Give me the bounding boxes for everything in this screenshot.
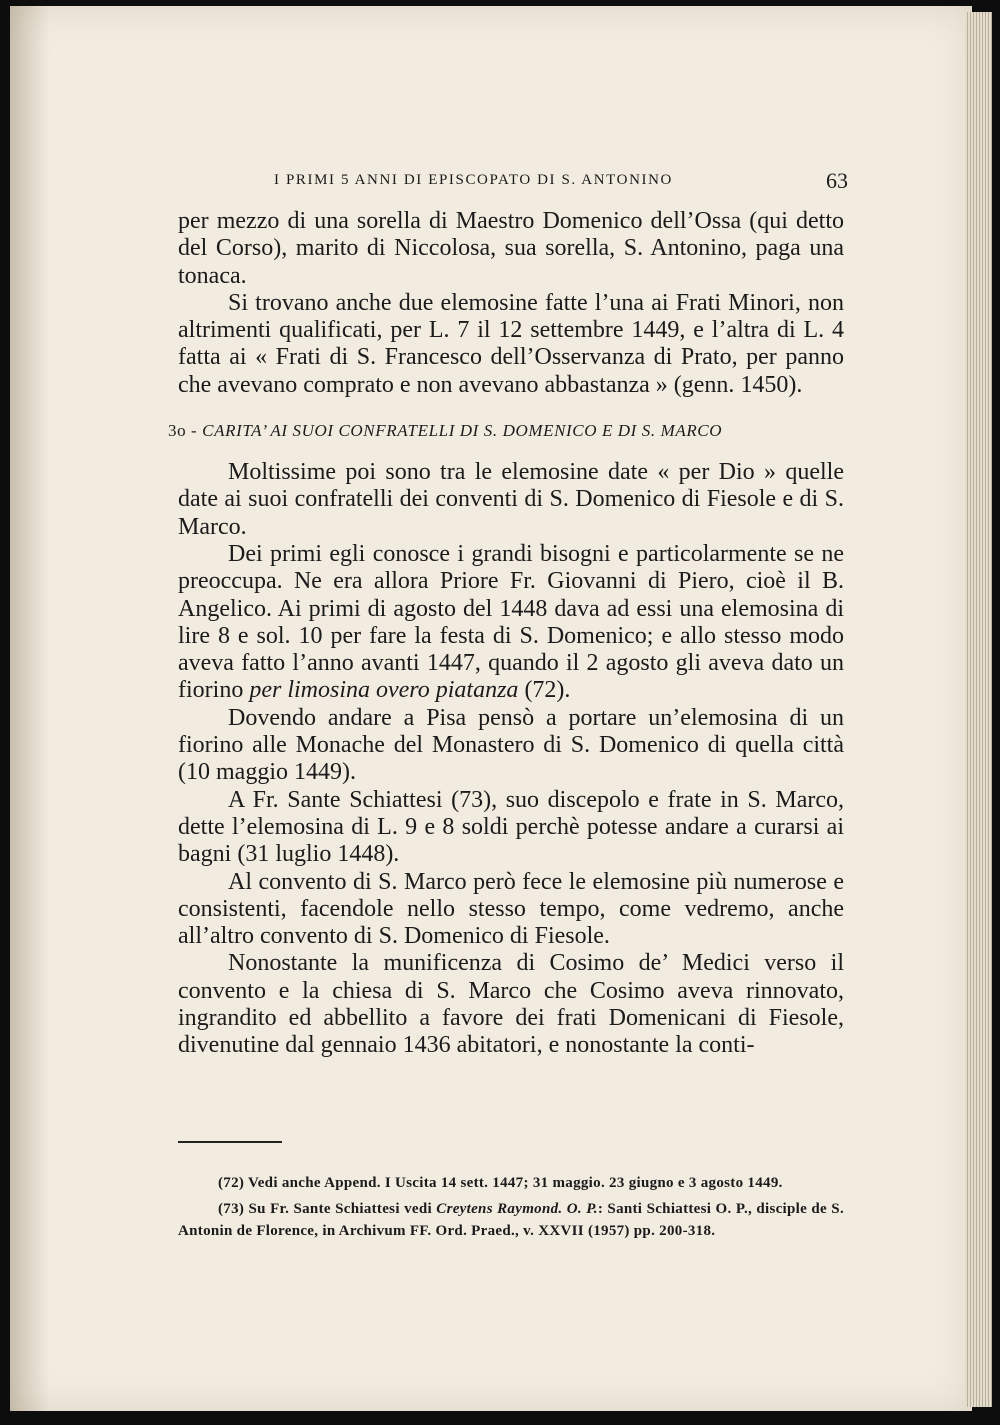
- footnote-text: : Santi Schiattesi O. P., disciple de S. Antonin de Florence, in Archivum FF. Ord. Praed., v. XXVII (1957) pp. 200-318.: [178, 1201, 844, 1239]
- section-title: CARITA’ AI SUOI CONFRATELLI DI S. DOMENICO E DI S. MARCO: [202, 421, 723, 441]
- page-header: [178, 168, 848, 196]
- paragraph: [178, 541, 844, 705]
- paragraph: per mezzo di una sorella di Maestro Domenico dell’Ossa (qui detto del Corso), marito di Niccolosa, sua sorella, S. Antonino, paga una tonaca.: [178, 208, 844, 289]
- paragraph: Si trovano anche due elemosine fatte l’una ai Frati Minori, non altrimenti qualificati, per L. 7 il 12 settembre 1449, e l’altra di L. 4 fatta ai « Frati di S. Francesco dell’Osservanza di Prato, per panno che avevano comprato e non avevano abbastanza » (genn. 1450).: [178, 289, 844, 398]
- section-heading: 3o - CARITA’ AI SUOI CONFRATELLI DI S. DOMENICO E DI S. MARCO: [168, 421, 723, 441]
- paragraph: Moltissime poi sono tra le elemosine date « per Dio » quelle date ai suoi confratelli dei conventi di S. Domenico di Fiesole e di S. Marco.: [178, 459, 844, 540]
- footnote-73: [178, 1198, 844, 1242]
- paragraph: Al convento di S. Marco però fece le elemosine più numerose e consistenti, facendole nello stesso tempo, come vedremo, anche all’altro convento di S. Domenico di Fiesole.: [178, 868, 844, 950]
- paragraph: Nonostante la munificenza di Cosimo de’ Medici verso il convento e la chiesa di S. Marco che Cosimo aveva rinnovato, ingrandito ed abbellito a favore dei frati Domenicani di Fiesole, divenutine dal gennaio 1436 abitatori, e nonostante la conti-: [178, 950, 844, 1059]
- footnote-rule: [178, 1141, 282, 1143]
- body-text: [168, 208, 844, 1060]
- footnote-ref: (72).: [518, 677, 571, 704]
- italic-phrase: per limosina overo piatanza: [249, 677, 519, 704]
- footnote-author: Creytens Raymond. O. P.: [436, 1201, 598, 1217]
- page-number: 63: [826, 168, 848, 193]
- paragraph-text: Dei primi egli conosce i grandi bisogni e particolarmente se ne preoccupa. Ne era allora Priore Fr. Giovanni di Piero, cioè il B. Angelico. Ai primi di agosto del 1448 dava ad essi una elemosina di lire 8 e sol. 10 per fare la festa di S. Domenico; e allo stesso modo aveva fatto l’anno avanti 1447, quando il 2 agosto gli aveva dato un fiorino: [178, 540, 844, 704]
- page-edges: [965, 12, 992, 1407]
- footnote-text: (73) Su Fr. Sante Schiattesi vedi: [218, 1201, 437, 1217]
- gutter-shadow: [10, 6, 50, 1411]
- paragraph: A Fr. Sante Schiattesi (73), suo discepolo e frate in S. Marco, dette l’elemosina di L. 9 e 8 soldi perchè potesse andare a curarsi ai bagni (31 luglio 1448).: [178, 786, 844, 868]
- paragraph: Dovendo andare a Pisa pensò a portare un’elemosina di un fiorino alle Monache del Monastero di S. Domenico di quella città (10 maggio 1449).: [178, 704, 844, 786]
- running-head: I PRIMI 5 ANNI DI EPISCOPATO DI S. ANTONINO: [274, 172, 673, 188]
- section-number: 3o: [168, 421, 187, 441]
- footnote-72: (72) Vedi anche Append. I Uscita 14 sett. 1447; 31 maggio. 23 giugno e 3 agosto 1449.: [218, 1175, 783, 1191]
- footnotes: [178, 1172, 844, 1246]
